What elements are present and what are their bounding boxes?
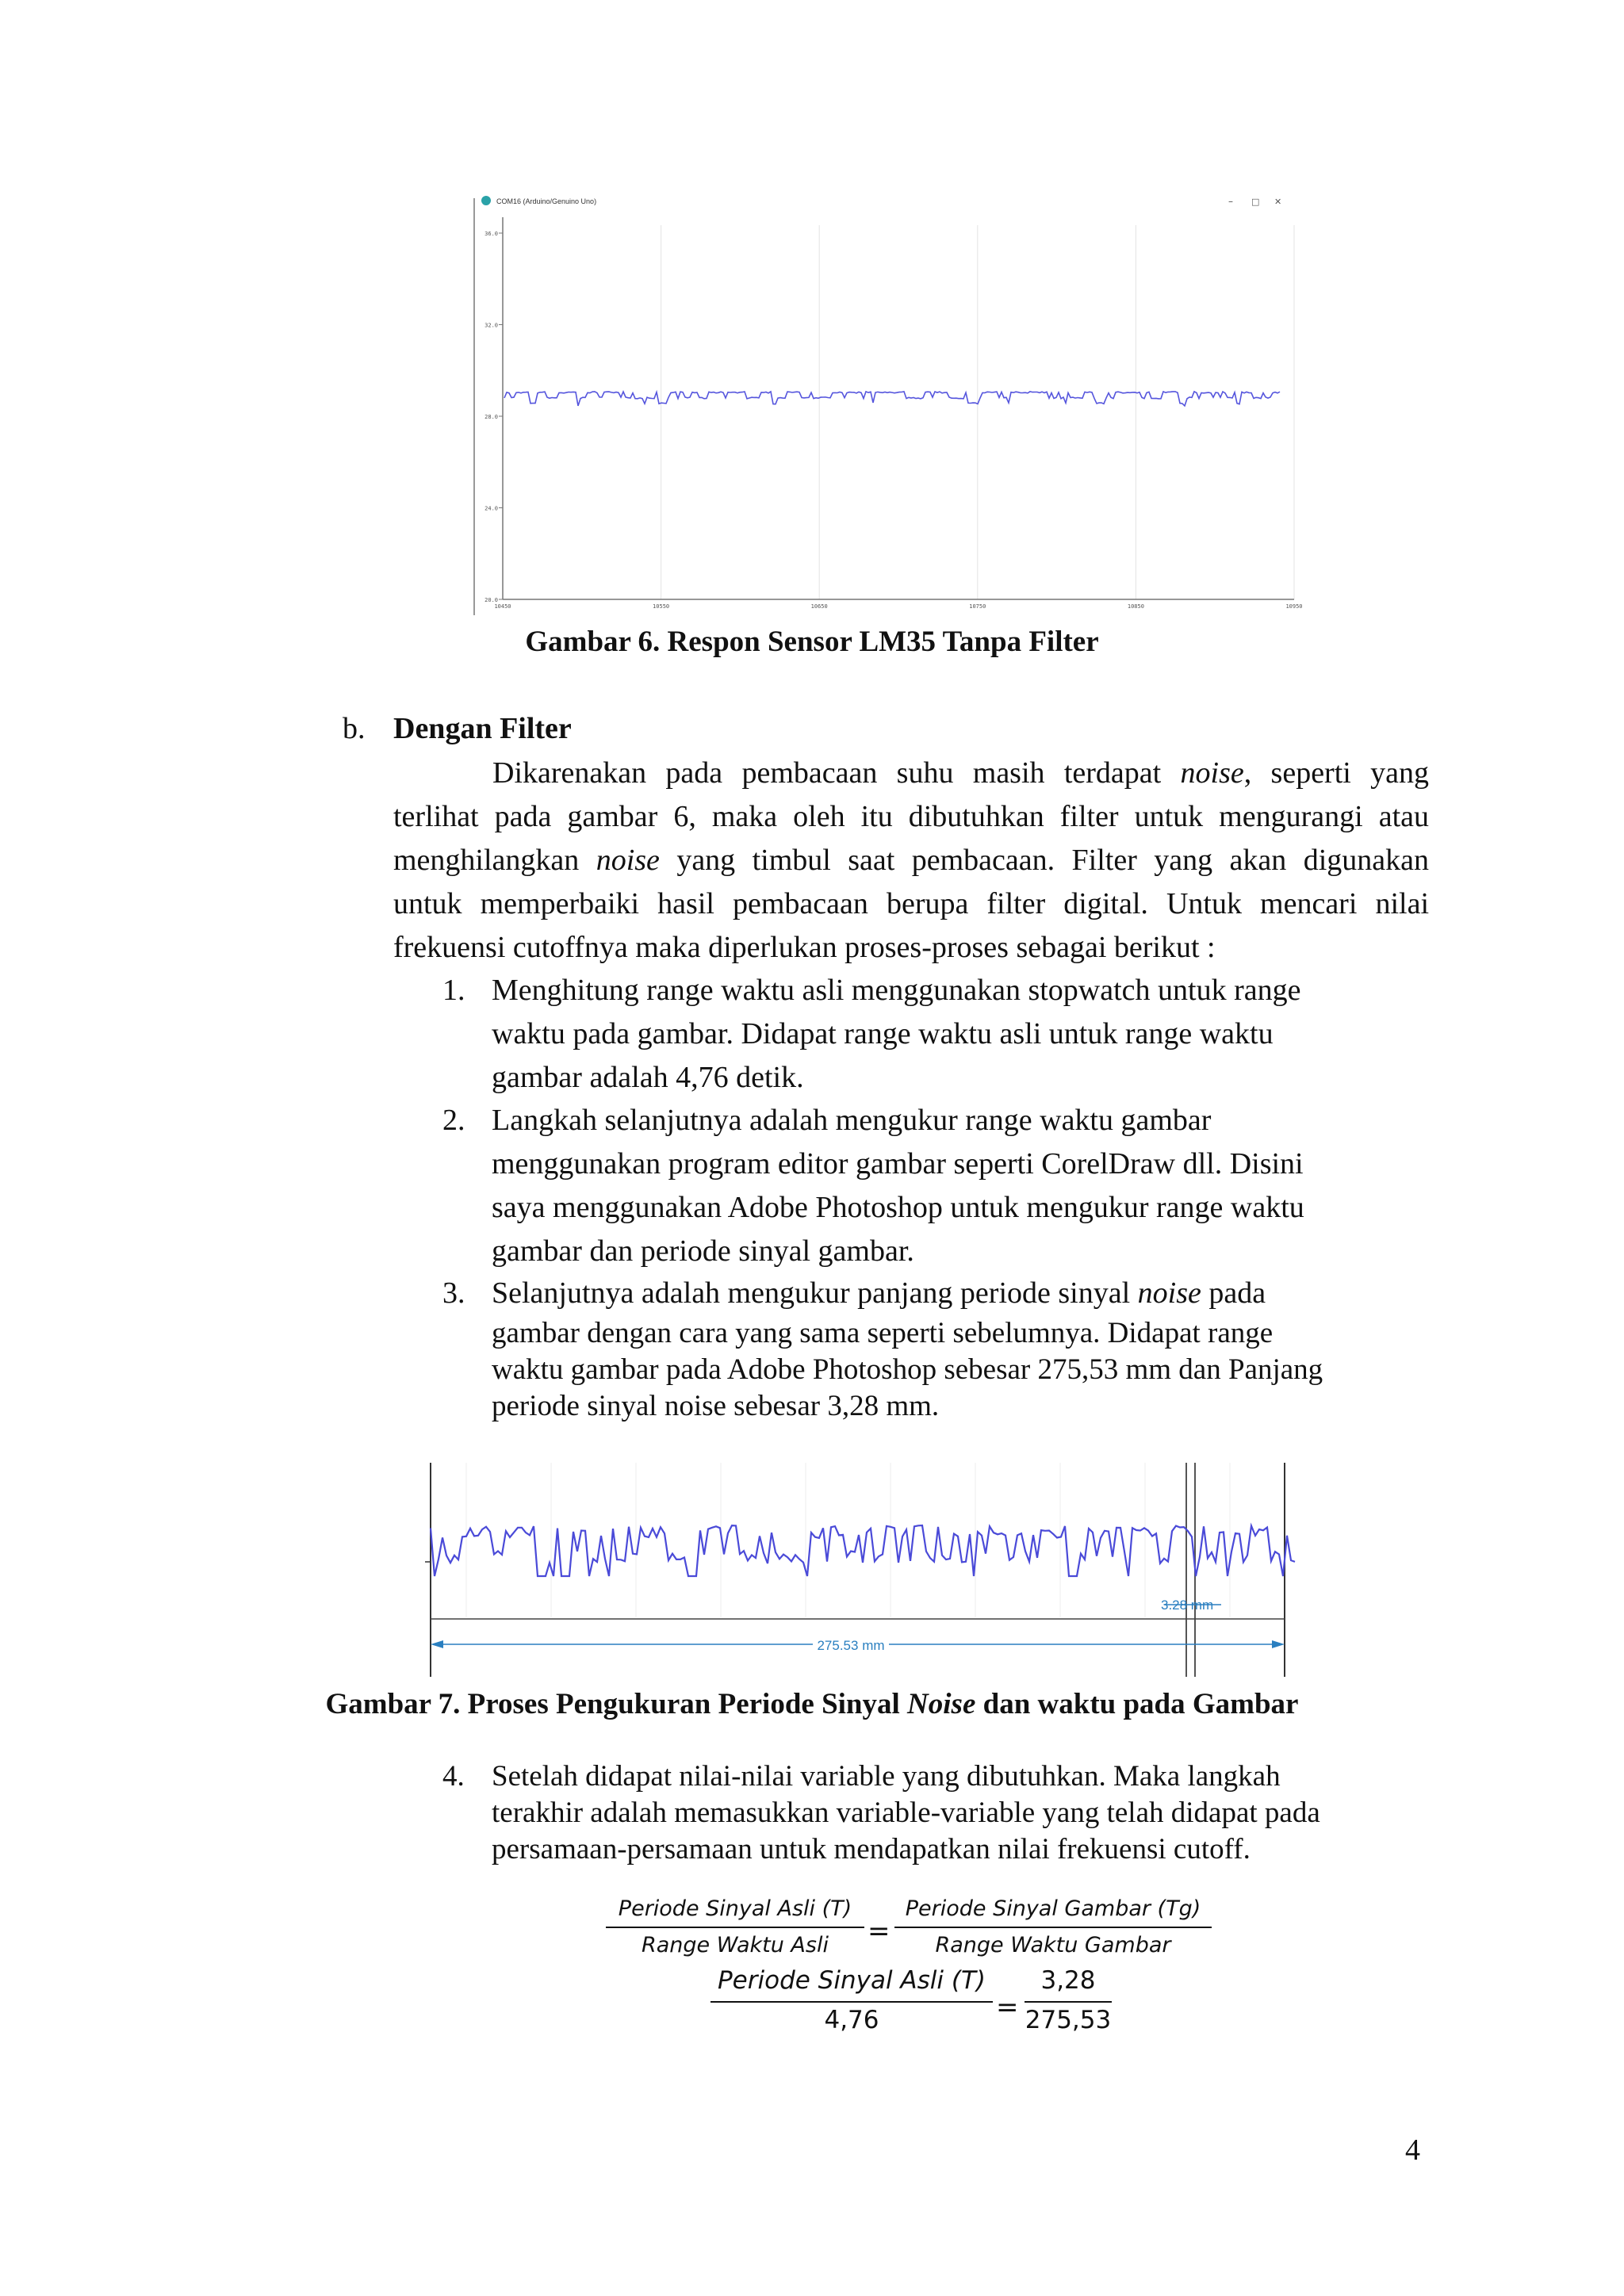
fraction-bar <box>894 1927 1212 1928</box>
list-number: 1. <box>442 974 465 1007</box>
range-measure-label: 275.53 mm <box>817 1638 885 1653</box>
list-number: 3. <box>442 1276 465 1310</box>
equation-2 <box>0 1961 1624 2041</box>
figure-7 <box>419 1459 1307 1681</box>
para-line-2: terlihat pada gambar 6, maka oleh itu dibutuhkan filter untuk mengurangi atau <box>393 800 1429 833</box>
x-tick-label: 10550 <box>653 603 670 610</box>
section-b-paragraph <box>393 752 1429 970</box>
minimize-button[interactable]: – <box>1228 196 1233 207</box>
range-arrow-left <box>431 1640 443 1648</box>
plot-axes <box>499 217 1294 599</box>
close-button[interactable]: ✕ <box>1274 197 1282 207</box>
fraction-bar <box>1025 2001 1112 2003</box>
y-tick-label: 36.0 <box>485 231 498 237</box>
x-tick-label: 10850 <box>1127 603 1144 610</box>
eq2-right-numerator: 3,28 <box>1040 1966 1096 1995</box>
y-tick-label: 20.0 <box>485 597 498 603</box>
list-number: 2. <box>442 1104 465 1137</box>
period-measure-label: 3.28 mm <box>1161 1598 1214 1613</box>
list-item-1: 1. Menghitung range waktu asli menggunakan stopwatch untuk range waktu pada gambar. Didapat range waktu asli untuk range waktu gambar adalah 4,76 detik. <box>442 969 1426 1104</box>
eq1-left-fraction <box>606 1893 864 1965</box>
eq2-right-denominator: 275,53 <box>1025 2006 1112 2034</box>
range-arrow-right <box>1272 1640 1285 1648</box>
y-tick-label: 24.0 <box>485 505 498 512</box>
list-item-4: 4. Setelah didapat nilai-nilai variable yang dibutuhkan. Maka langkah terakhir adalah memasukkan variable-variable yang telah didapat pada persamaan-persamaan untuk mendapatkan nilai frekuensi cutoff. <box>442 1760 1320 1866</box>
figure-7-caption: Gambar 7. Proses Pengukuran Periode Sinyal Noise dan waktu pada Gambar <box>325 1688 1299 1720</box>
maximize-button[interactable]: □ <box>1251 197 1260 207</box>
eq1-right-numerator: Periode Sinyal Gambar (Tg) <box>905 1896 1201 1921</box>
x-tick-labels <box>494 603 1302 610</box>
eq2-left-fraction <box>710 1961 993 2041</box>
section-title: Dengan Filter <box>393 712 572 745</box>
section-b-heading <box>343 707 572 751</box>
eq1-equals-sign: = <box>868 1915 891 1947</box>
equation-1 <box>0 1893 1624 1965</box>
serial-plotter-window <box>473 187 1303 615</box>
list-item-3: 3. Selanjutnya adalah mengukur panjang periode sinyal noise pada gambar dengan cara yang sama seperti sebelumnya. Didapat range waktu gambar pada Adobe Photoshop sebesar 275,53 mm dan Panjang periode sinyal noise sebesar 3,28 mm. <box>442 1272 1426 1422</box>
eq2-left-numerator: Periode Sinyal Asli (T) <box>717 1966 986 1995</box>
temperature-series-line <box>504 392 1280 406</box>
para-line-1: Dikarenakan pada pembacaan suhu masih terdapat noise, seperti yang <box>492 756 1430 790</box>
list-number: 4. <box>442 1760 465 1793</box>
x-tick-label: 10950 <box>1285 603 1303 610</box>
window-title: COM16 (Arduino/Genuino Uno) <box>496 197 597 205</box>
para-line-3: menghilangkan noise yang timbul saat pembacaan. Filter yang akan digunakan <box>393 844 1429 877</box>
fraction-bar <box>606 1927 864 1928</box>
figure-6 <box>473 187 1303 615</box>
para-line-5: frekuensi cutoffnya maka diperlukan proses-proses sebagai berikut : <box>393 931 1216 964</box>
noise-signal-line <box>431 1525 1295 1576</box>
eq1-left-numerator: Periode Sinyal Asli (T) <box>618 1896 852 1921</box>
eq2-right-fraction <box>1025 1961 1112 2041</box>
y-tick-label: 32.0 <box>485 322 498 329</box>
x-tick-label: 10750 <box>969 603 986 610</box>
section-marker: b. <box>343 712 366 745</box>
eq1-left-denominator: Range Waktu Asli <box>642 1933 829 1957</box>
y-tick-label: 28.0 <box>485 414 498 420</box>
figure-6-caption: Gambar 6. Respon Sensor LM35 Tanpa Filter <box>525 626 1099 658</box>
x-tick-label: 10450 <box>494 603 511 610</box>
eq1-right-denominator: Range Waktu Gambar <box>935 1933 1171 1957</box>
eq1-right-fraction <box>894 1893 1212 1965</box>
measurement-figure <box>419 1459 1307 1681</box>
y-tick-labels <box>485 231 498 603</box>
plot-grid <box>503 225 1294 599</box>
arduino-app-icon <box>481 196 491 205</box>
page-number: 4 <box>1405 2133 1420 2167</box>
eq2-left-denominator: 4,76 <box>824 2006 879 2034</box>
fraction-bar <box>710 2001 993 2003</box>
list-item-2: 2. Langkah selanjutnya adalah mengukur range waktu gambar menggunakan program editor gambar seperti CorelDraw dll. Disini saya menggunakan Adobe Photoshop untuk mengukur range waktu gambar dan periode sinyal gambar. <box>442 1099 1426 1273</box>
x-tick-label: 10650 <box>810 603 828 610</box>
para-line-4: untuk memperbaiki hasil pembacaan berupa filter digital. Untuk mencari nilai <box>393 887 1429 920</box>
eq2-equals-sign: = <box>996 1992 1019 2023</box>
